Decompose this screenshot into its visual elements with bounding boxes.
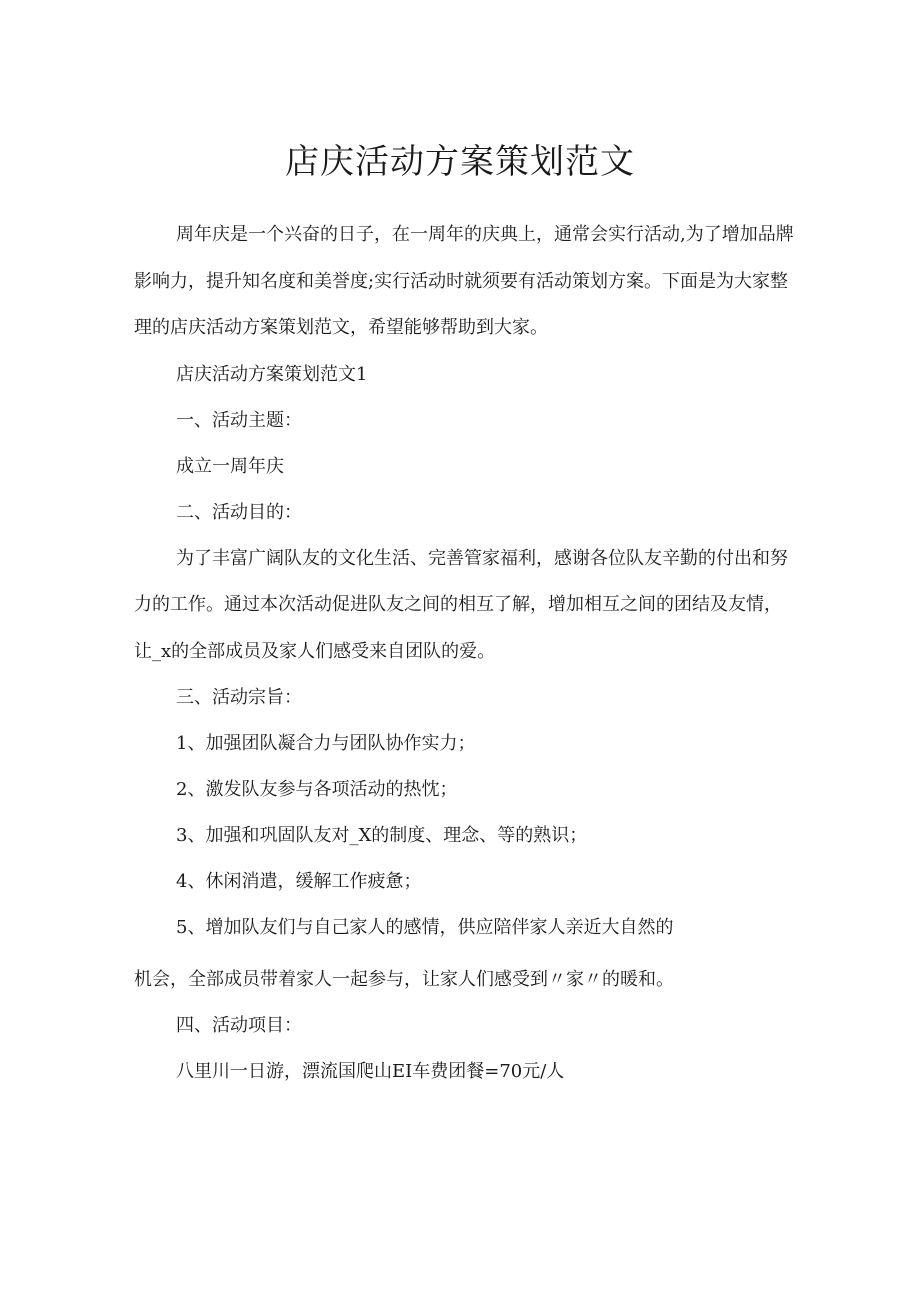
activity-purpose-text: 为了丰富广阔队友的文化生活、完善管家福利，感谢各位队友辛勤的付出和努力的工作。通过本次活动促进队友之间的相互了解，增加相互之间的团结及友情，让_x的全部成员及家人们感受来自团队的爱。: [134, 547, 788, 662]
activity-theme-text: 成立一周年庆: [176, 455, 284, 477]
intro-paragraph: 周年庆是一个兴奋的日子，在一周年的庆典上，通常会实行活动,为了增加品牌影响力，提升知名度和美誉度;实行活动时就须要有活动策划方案。下面是为大家整理的店庆活动方案策划范文，希望能够帮助到大家。: [134, 224, 794, 338]
aim-item-3: 3、加强和巩固队友对_X的制度、理念、等的熟识；: [176, 825, 588, 846]
heading-activity-items: 四、活动项目：: [176, 1015, 302, 1036]
aim-item-1: 1、加强团队凝合力与团队协作实力；: [176, 733, 476, 754]
heading-activity-theme: 一、活动主题：: [176, 409, 302, 431]
aim-item-5: 5、增加队友们与自己家人的感情，供应陪伴家人亲近大自然的: [176, 917, 674, 938]
document-title: 店庆活动方案策划范文: [285, 142, 635, 182]
aim-item-2: 2、激发队友参与各项活动的热忱；: [176, 779, 458, 800]
aim-item-5-continued: 机会，全部成员带着家人一起参与，让家人们感受到〃家〃的暖和。: [134, 969, 674, 990]
heading-activity-aim: 三、活动宗旨：: [176, 687, 302, 708]
aim-item-4: 4、休闲消遣，缓解工作疲惫；: [176, 871, 422, 892]
heading-activity-purpose: 二、活动目的：: [176, 501, 302, 523]
document-body: [134, 212, 794, 1095]
activity-items-text: 八里川一日游，漂流国爬山EI车费团餐=70元/人: [176, 1061, 565, 1082]
section-heading-plan-1: 店庆活动方案策划范文1: [176, 363, 368, 385]
